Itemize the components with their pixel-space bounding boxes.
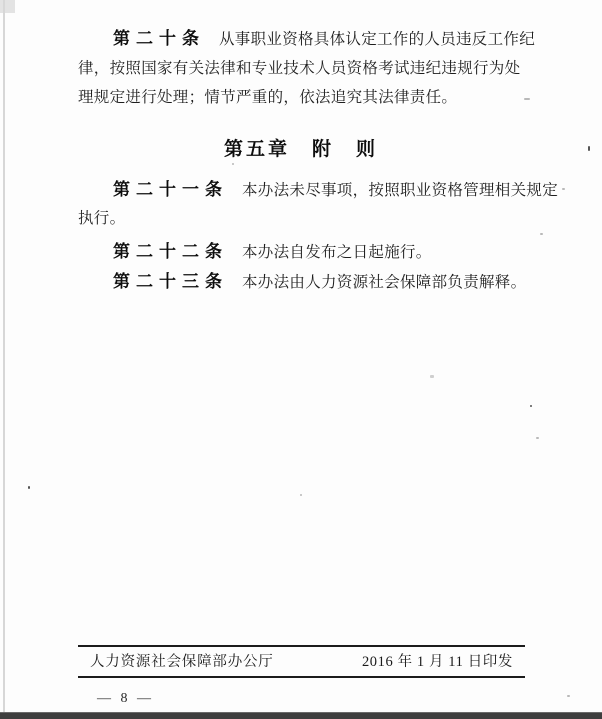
scan-speck <box>232 163 234 165</box>
article-23-text: 本办法由人力资源社会保障部负责解释。 <box>242 274 527 291</box>
scan-speck <box>430 375 434 378</box>
scan-speck <box>300 494 302 496</box>
article-20-text-1: 从事职业资格具体认定工作的人员违反工作纪 <box>219 31 536 48</box>
article-20-line-3: 理规定进行处理；情节严重的，依法追究其法律责任。 <box>78 89 458 106</box>
page-number: — 8 — <box>97 691 154 706</box>
scan-speck <box>536 437 539 439</box>
scan-edge-line <box>3 0 5 712</box>
article-22-number: 第二十二条 <box>113 242 228 261</box>
article-23-line <box>113 272 526 293</box>
scan-speck <box>530 405 532 407</box>
article-22-line <box>113 242 432 263</box>
scan-speck <box>588 146 590 151</box>
footer-print-date: 2016 年 1 月 11 日印发 <box>361 654 513 670</box>
article-22-text: 本办法自发布之日起施行。 <box>242 244 432 261</box>
footer-issuing-office: 人力资源社会保障部办公厅 <box>90 654 274 670</box>
scan-speck <box>524 98 530 100</box>
article-21-line-2: 执行。 <box>78 210 126 227</box>
article-21-number: 第二十一条 <box>113 180 228 199</box>
footer-bottom-rule <box>78 676 525 678</box>
scan-bottom-edge <box>0 712 602 719</box>
article-21-line-1 <box>113 180 558 201</box>
article-20-line-2: 律，按照国家有关法律和专业技术人员资格考试违纪违规行为处 <box>78 60 521 77</box>
scan-speck <box>567 695 570 697</box>
article-21-text-1: 本办法未尽事项，按照职业资格管理相关规定 <box>242 182 559 199</box>
scan-speck <box>540 233 543 235</box>
article-23-number: 第二十三条 <box>113 272 228 291</box>
article-20-number: 第二十条 <box>113 29 205 48</box>
scan-speck <box>562 188 565 190</box>
article-20-line-1 <box>113 29 535 50</box>
footer-top-rule <box>78 645 525 647</box>
chapter-5-heading: 第五章 附 则 <box>223 139 378 160</box>
scan-speck <box>28 486 30 489</box>
